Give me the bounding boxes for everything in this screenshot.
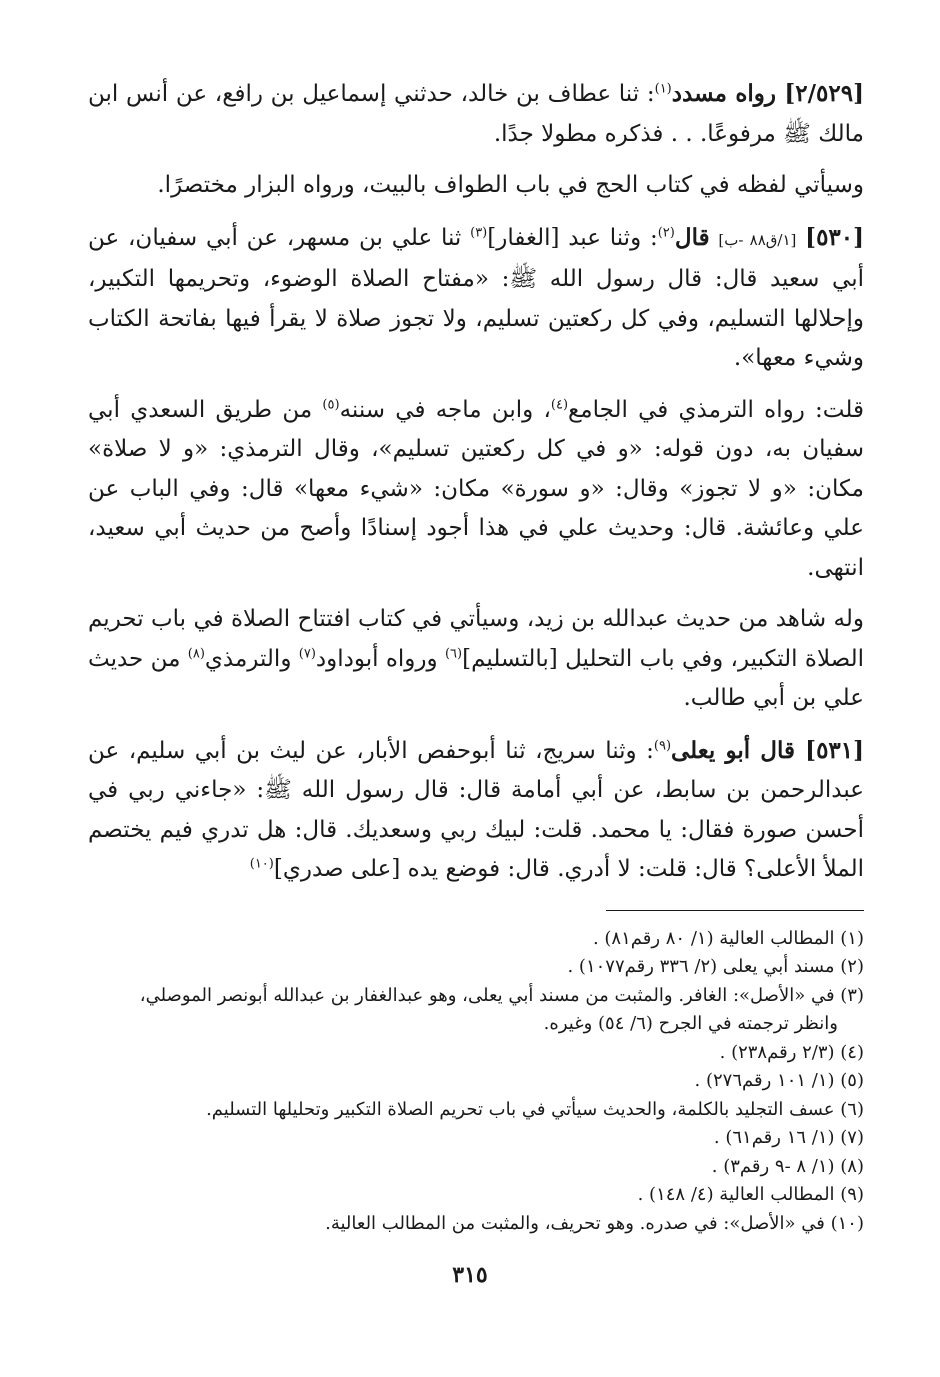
footnote-7: (٧) (١/ ١٦ رقم٦١) . (713, 1127, 864, 1148)
footnote-ref-3[interactable]: (٣) (470, 224, 488, 240)
footnote-6: (٦) عسف التجليد بالكلمة، والحديث سيأتي في باب تحريم الصلاة التكبير وتحليلها التسليم. (206, 1098, 864, 1120)
footnote-ref-6[interactable]: (٦) (444, 645, 463, 661)
footnote-10: (١٠) في «الأصل»: في صدره. وهو تحريف، والمثبت من المطالب العالية. (325, 1212, 864, 1234)
paragraph-text: قلت: رواه الترمذي في الجامع (568, 396, 864, 423)
paragraph-530-witness (88, 600, 864, 719)
footnote-text: (٣) في «الأصل»: الغافر. والمثبت من مسند أبي يعلى، وهو عبدالغفار بن عبدالله أبونصر الموصلي، (139, 984, 864, 1006)
footnote-9: (٩) المطالب العالية (٤/ ١٤٨) . (637, 1184, 864, 1205)
footnote-ref-5[interactable]: (٥) (322, 396, 340, 412)
paragraph-530-commentary (88, 391, 864, 589)
paragraph-text: ورواه أبوداود (315, 645, 445, 672)
footnote-ref-2[interactable]: (٢) (657, 224, 675, 240)
paragraph-531 (88, 731, 864, 890)
paragraph-text: من طريق السعدي أبي سفيان به، دون قوله: «و في كل ركعتين تسليم»، وقال الترمذي: «و لا صلاة» مكان: «و لا تجوز» وقال: «و سورة» مكان: «شيء معها» قال: وفي الباب عن علي وعائشة. قال: وحديث علي في هذا أجود إسنادًا وأصح من حديث أبي سعيد، انتهى. (88, 396, 864, 581)
footnote-ref-8[interactable]: (٨) (187, 645, 205, 661)
hadith-number-529: [٢/٥٢٩] رواه مسدد (671, 80, 864, 107)
footnote-2: (٢) مسند أبي يعلى (٢/ ٣٣٦ رقم١٠٧٧) . (567, 956, 864, 977)
paragraph-text: : وثنا سريج، ثنا أبوحفص الأبار، عن ليث بن أبي سليم، عن عبدالرحمن بن سابط، عن أبي أمامة قال: قال رسول الله ﷺ: «جاءني ربي في أحسن صورة فقال: يا محمد. قلت: لبيك ربي وسعديك. قال: هل تدري فيم يختصم الملأ الأعلى؟ قال: قلت: لا أدري. قال: فوضع يده [على صدري] (88, 737, 864, 882)
page-number: ٣١٥ (452, 1262, 488, 1288)
narrator-label: قال (674, 223, 710, 251)
footnote-ref-10[interactable]: (١٠) (249, 856, 274, 872)
paragraph-529 (88, 74, 864, 154)
paragraph-529-note (88, 166, 864, 206)
footnote-4: (٤) (٢/٣ رقم٢٣٨) . (719, 1041, 864, 1063)
footnote-ref-1[interactable]: (١) (654, 81, 672, 97)
paragraph-text: وله شاهد من حديث عبدالله بن زيد، وسيأتي في كتاب افتتاح الصلاة في باب تحريم الصلاة التكبير، وفي باب التحليل [بالتسليم] (88, 606, 865, 672)
paragraph-text: وسيأتي لفظه في كتاب الحج في باب الطواف بالبيت، ورواه البزار مختصرًا. (157, 172, 864, 198)
hadith-number-530: [٥٣٠] (805, 223, 865, 251)
page-body (88, 74, 864, 1238)
footnote-continuation: وانظر ترجمته في الجرح (٦/ ٥٤) وغيره. (543, 1013, 838, 1034)
paragraph-530 (88, 218, 864, 379)
paragraph-text: والترمذي (204, 645, 299, 672)
paragraph-text: من حديث علي بن أبي طالب. (88, 645, 864, 711)
footnote-ref-4[interactable]: (٤) (550, 396, 569, 412)
hadith-number-531: [٥٣١] قال أبو يعلى (671, 736, 865, 764)
paragraph-text: ثنا علي بن مسهر، عن أبي سفيان، عن أبي سعيد قال: قال رسول الله ﷺ: «مفتاح الصلاة الوضوء، وتحريمها التكبير، وإحلالها التسليم، وفي كل ركعتين تسليم، ولا تجوز صلاة لا يقرأ فيها بفاتحة الكتاب وشيء معها». (88, 224, 864, 371)
footnote-ref-9[interactable]: (٩) (653, 737, 672, 753)
footnote-divider (606, 910, 864, 911)
manuscript-ref: [١/ق٨٨ -ب] (718, 230, 797, 249)
paragraph-text: : وثنا عبد [الغفار] (487, 224, 658, 251)
paragraph-text: : ثنا عطاف بن خالد، حدثني إسماعيل بن رافع، عن أنس ابن مالك ﷺ مرفوعًا. . . فذكره مطولا جدًا. (88, 81, 864, 147)
footnote-ref-7[interactable]: (٧) (298, 645, 316, 661)
footnote-3 (88, 982, 864, 1039)
footnote-5: (٥) (١/ ١٠١ رقم٢٧٦) . (694, 1070, 864, 1091)
footnote-1: (١) المطالب العالية (١/ ٨٠ رقم٨١) . (592, 927, 864, 949)
paragraph-text: ، وابن ماجه في سننه (339, 396, 551, 423)
footnotes (88, 925, 864, 1239)
footnote-8: (٨) (١/ ٨ -٩ رقم٣) . (711, 1155, 864, 1177)
